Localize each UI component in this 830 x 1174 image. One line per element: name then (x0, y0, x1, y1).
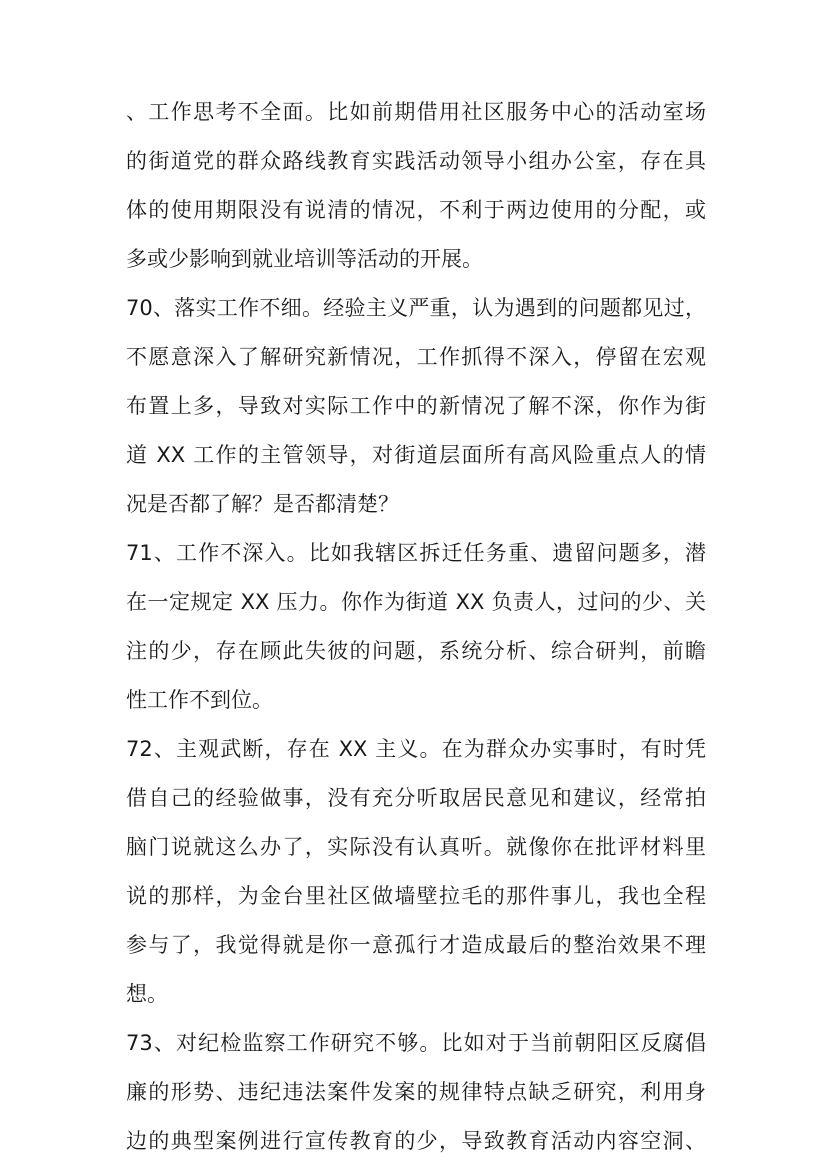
text-line: 体的使用期限没有说清的情况，不利于两边使用的分配，或 (126, 198, 706, 222)
text-line: 参与了，我觉得就是你一意孤行才造成最后的整治效果不理 (126, 933, 706, 957)
text-line: 注的少，存在顾此失彼的问题，系统分析、综合研判，前瞻 (126, 639, 706, 663)
text-line: 道 XX 工作的主管领导，对街道层面所有高风险重点人的情 (126, 443, 706, 467)
text-line: 73、对纪检监察工作研究不够。比如对于当前朝阳区反腐倡 (126, 1031, 706, 1055)
text-line: 廉的形势、违纪违法案件发案的规律特点缺乏研究，利用身 (126, 1080, 706, 1104)
text-line: 脑门说就这么办了，实际没有认真听。就像你在批评材料里 (126, 835, 706, 859)
text-line: 72、主观武断，存在 XX 主义。在为群众办实事时，有时凭 (126, 737, 706, 761)
text-line: 多或少影响到就业培训等活动的开展。 (126, 247, 483, 271)
text-line: 不愿意深入了解研究新情况，工作抓得不深入，停留在宏观 (126, 345, 706, 369)
text-line: 70、落实工作不细。经验主义严重，认为遇到的问题都见过， (126, 296, 706, 320)
text-line: 借自己的经验做事，没有充分听取居民意见和建议，经常拍 (126, 786, 706, 810)
text-line: 布置上多，导致对实际工作中的新情况了解不深，你作为街 (126, 394, 706, 418)
text-line: 说的那样，为金台里社区做墙壁拉毛的那件事儿，我也全程 (126, 884, 706, 908)
text-line: 71、工作不深入。比如我辖区拆迁任务重、遗留问题多，潜 (126, 541, 706, 565)
text-line: 边的典型案例进行宣传教育的少，导致教育活动内容空洞、 (126, 1129, 706, 1153)
text-line: 在一定规定 XX 压力。你作为街道 XX 负责人，过问的少、关 (126, 590, 706, 614)
text-line: 的街道党的群众路线教育实践活动领导小组办公室，存在具 (126, 149, 706, 173)
text-line: 想。 (126, 982, 168, 1006)
text-line: 性工作不到位。 (126, 688, 273, 712)
text-line: 、工作思考不全面。比如前期借用社区服务中心的活动室场 (126, 100, 706, 124)
text-line: 况是否都了解？是否都清楚？ (126, 492, 399, 516)
